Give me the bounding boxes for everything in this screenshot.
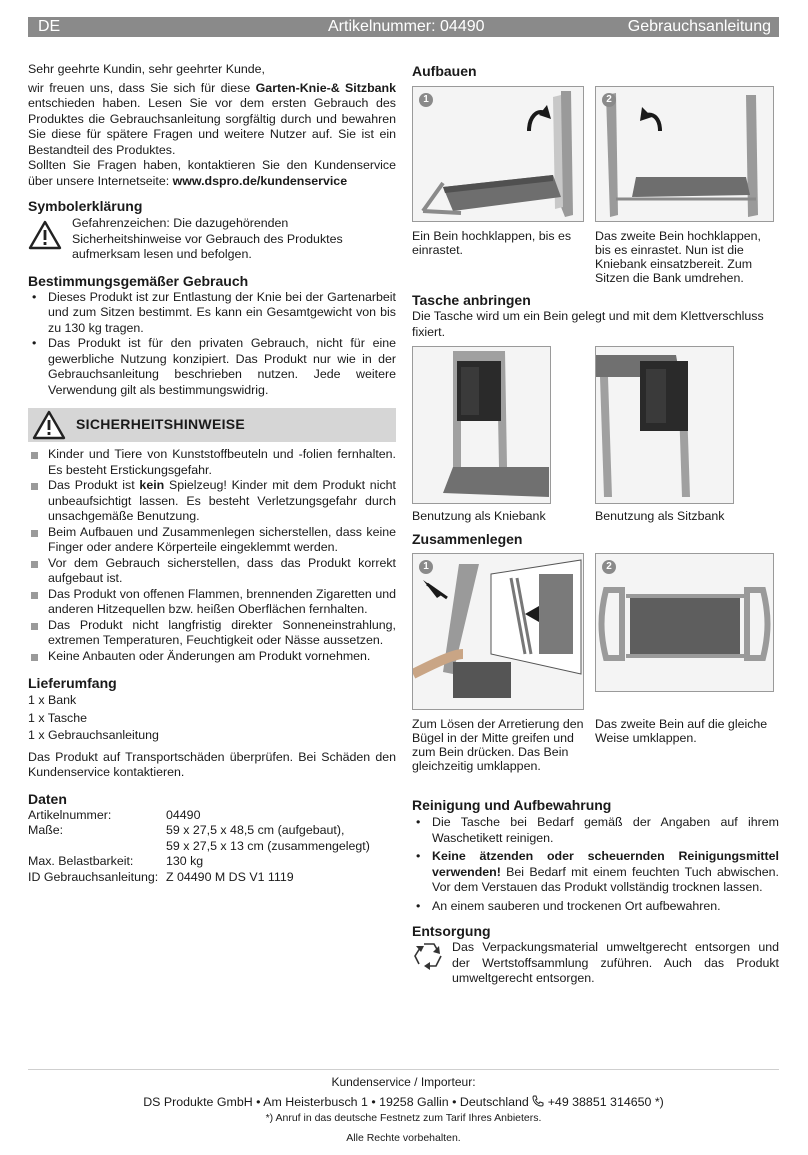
setup-heading: Aufbauen	[412, 63, 477, 79]
article-number: Artikelnummer: 04490	[328, 18, 485, 35]
list-item: • Das Produkt ist für den privaten Gebrauch, nicht für eine gewerbliche Nutzung konzipiert. Das Produkt nur wie in der Gebrauchsanleitung beschrieben nutzen. Jede weitere Verwendung gilt als bestimmungswidrig.	[28, 336, 396, 398]
symbols-heading: Symbolerklärung	[28, 198, 143, 214]
table-row: Maße: 59 x 27,5 x 48,5 cm (aufgebaut),	[28, 823, 345, 837]
contact-paragraph: Sollten Sie Fragen haben, kontaktieren Sie den Kundenservice über unsere Internetseite: www.dspro.de/kundenservice	[28, 158, 396, 188]
step-badge: 1	[419, 560, 433, 574]
phone-icon	[532, 1095, 544, 1107]
safety-banner	[28, 408, 396, 442]
disposal-heading: Entsorgung	[412, 923, 491, 939]
intended-use-list	[28, 290, 396, 399]
greeting: Sehr geehrte Kundin, sehr geehrter Kunde,	[28, 62, 265, 76]
kneeler-image	[413, 87, 583, 221]
table-row: 59 x 27,5 x 13 cm (zusammengelegt)	[166, 838, 370, 853]
header-bar	[28, 17, 779, 37]
kneeler-image	[596, 87, 773, 221]
list-item: Keine Anbauten oder Änderungen am Produkt vornehmen.	[28, 649, 396, 665]
footer-rights: Alle Rechte vorbehalten.	[346, 1132, 461, 1144]
bag-text: Die Tasche wird um ein Bein gelegt und mit dem Klettverschluss fixiert.	[412, 309, 764, 339]
table-row: Artikelnummer: 04490	[28, 807, 201, 822]
data-heading: Daten	[28, 790, 67, 807]
setup-photo-2	[595, 86, 774, 222]
left-column	[28, 62, 396, 885]
fold-caption-2: Das zweite Bein auf die gleiche Weise umklappen.	[595, 717, 768, 745]
scope-item: 1 x Bank	[28, 693, 77, 707]
list-item: Das Produkt von offenen Flammen, brennenden Zigaretten und anderen Hitzequellen bzw. heißen Oberflächen fernhalten.	[28, 587, 396, 618]
fold-caption-1: Zum Lösen der Arretierung den Bügel in der Mitte greifen und zum Bein drücken. Das Bein gleichzeitig umklappen.	[412, 717, 584, 773]
list-item: • Die Tasche bei Bedarf gemäß der Angaben auf ihrem Waschetikett reinigen.	[412, 815, 779, 846]
bag-caption-2: Benutzung als Sitzbank	[595, 509, 725, 523]
step-badge: 2	[602, 93, 616, 107]
cleaning-heading: Reinigung und Aufbewahrung	[412, 797, 612, 813]
list-item: • An einem sauberen und trockenen Ort aufbewahren.	[412, 899, 779, 915]
list-item: Das Produkt nicht langfristig direkter Sonneneinstrahlung, extremen Temperaturen, Feuchtigkeit oder Nässe aussetzen.	[28, 618, 396, 649]
scope-item: 1 x Gebrauchsanleitung	[28, 728, 159, 742]
recycling-icon	[412, 940, 446, 970]
footer-address: DS Produkte GmbH • Am Heisterbusch 1 • 19258 Gallin • Deutschland +49 38851 314650 *)	[143, 1095, 664, 1109]
folded-bench-image	[596, 554, 773, 691]
document-type: Gebrauchsanleitung	[627, 18, 771, 35]
warning-icon	[32, 410, 66, 440]
footer-note: *) Anruf in das deutsche Festnetz zum Tarif Ihres Anbieters.	[265, 1112, 542, 1124]
table-row: Max. Belastbarkeit: 130 kg	[28, 854, 204, 868]
safety-heading: SICHERHEITSHINWEISE	[76, 416, 246, 432]
setup-caption-2: Das zweite Bein hochklappen, bis es einrastet. Nun ist die Kniebank einsatzbereit. Zum Sitzen die Bank umdrehen.	[595, 229, 761, 285]
support-link[interactable]: www.dspro.de/kundenservice	[172, 173, 348, 188]
list-item: Das Produkt ist kein Spielzeug! Kinder mit dem Produkt nicht unbeaufsichtigt lassen. Es besteht Verletzungsgefahr durch unsachgemäße Benutzung.	[28, 478, 396, 525]
footer-importer-label: Kundenservice / Importeur:	[331, 1075, 476, 1089]
setup-caption-1: Ein Bein hochklappen, bis es einrastet.	[412, 229, 572, 257]
fold-photo-2	[595, 553, 774, 692]
language-code: DE	[38, 18, 61, 35]
list-item: Kinder und Tiere von Kunststoffbeuteln und -folien fernhalten. Es besteht Erstickungsgefahr.	[28, 447, 396, 478]
kneeler-with-bag-image	[413, 347, 550, 503]
bag-photo-1	[412, 346, 551, 504]
disposal-block	[412, 940, 779, 987]
scope-note: Das Produkt auf Transportschäden überprüfen. Bei Schäden den Kundenservice kontaktieren.	[28, 749, 396, 779]
bag-caption-1: Benutzung als Kniebank	[412, 509, 546, 523]
step-badge: 1	[419, 93, 433, 107]
cleaning-list	[412, 815, 779, 914]
table-row: ID Gebrauchsanleitung: Z 04490 M DS V1 1119	[28, 869, 294, 884]
bag-heading: Tasche anbringen	[412, 292, 531, 308]
list-item: Vor dem Gebrauch sicherstellen, dass das Produkt korrekt aufgebaut ist.	[28, 556, 396, 587]
scope-item: 1 x Tasche	[28, 710, 88, 725]
fold-heading: Zusammenlegen	[412, 531, 523, 547]
scope-heading: Lieferumfang	[28, 675, 117, 691]
list-item: Beim Aufbauen und Zusammenlegen sicherstellen, dass keine Finger oder andere Körperteile eingeklemmt werden.	[28, 525, 396, 556]
list-item: • Keine ätzenden oder scheuernden Reinigungsmittel verwenden! Bei Bedarf mit einem feuchten Tuch abwischen. Vor dem Verstauen das Produkt vollständig trocknen lassen.	[412, 849, 779, 896]
data-table	[28, 808, 370, 886]
bag-photo-2	[595, 346, 734, 504]
fold-photo-1	[412, 553, 584, 710]
safety-list	[28, 447, 396, 664]
symbol-explanation: Gefahrenzeichen: Die dazugehörenden Sicherheitshinweise vor Gebrauch des Produktes aufmerksam lesen und befolgen.	[28, 216, 396, 263]
setup-photo-1	[412, 86, 584, 222]
footer	[28, 1069, 779, 1145]
seat-with-bag-image	[596, 347, 733, 503]
intro-paragraph: wir freuen uns, dass Sie sich für diese Garten-Knie-& Sitzbank entschieden haben. Lesen Sie vor dem ersten Gebrauch des Produktes die Gebrauchsanleitung sorgfältig durch und bewahren Sie diese für spätere Fragen und weitere Nutzer auf. Sie ist ein Bestandteil des Produktes.	[28, 80, 396, 157]
disposal-text: Das Verpackungsmaterial umweltgerecht entsorgen und der Wertstoffsammlung zuführen. Auch das Produkt umweltgerecht entsorgen.	[452, 940, 779, 985]
list-item: • Dieses Produkt ist zur Entlastung der Knie bei der Gartenarbeit und zum Sitzen bestimmt. Es kann ein Gesamtgewicht von bis zu 130 kg tragen.	[28, 290, 396, 337]
right-lower-column	[412, 796, 779, 987]
warning-icon	[28, 220, 62, 250]
step-badge: 2	[602, 560, 616, 574]
folding-image	[413, 554, 583, 709]
intended-use-heading: Bestimmungsgemäßer Gebrauch	[28, 272, 249, 289]
